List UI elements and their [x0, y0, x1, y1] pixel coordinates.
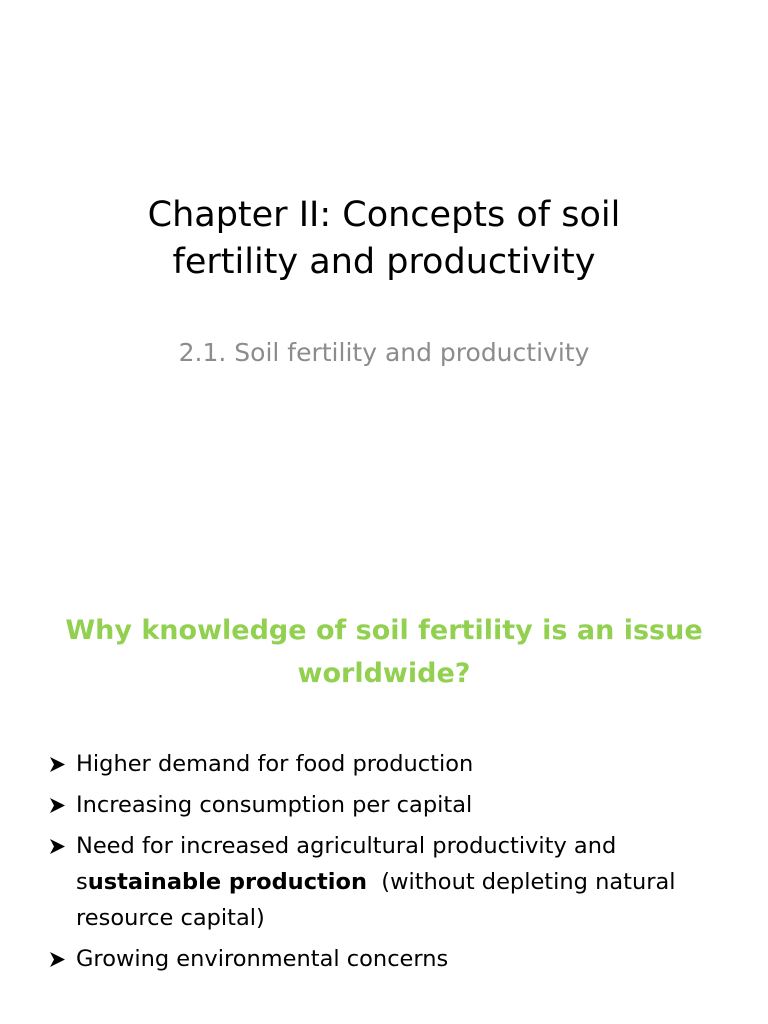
- reasons-list: [48, 746, 738, 982]
- list-item-text: Higher demand for food production: [76, 751, 474, 777]
- slide-content: [0, 512, 768, 1024]
- chapter-title-line-2: fertility and productivity: [172, 242, 596, 282]
- list-item: [48, 828, 738, 936]
- arrowhead-bullet-icon: [48, 941, 70, 977]
- chapter-title-line-1: Chapter II: Concepts of soil: [147, 195, 621, 235]
- list-item: [48, 941, 738, 977]
- list-item-text-bold: ustainable production: [87, 869, 367, 895]
- chapter-title: [40, 192, 728, 286]
- list-item: [48, 746, 738, 782]
- list-item-text: Growing environmental concerns: [76, 946, 449, 972]
- list-item-text: [76, 828, 738, 936]
- list-item-text: Increasing consumption per capital: [76, 792, 473, 818]
- list-item-text-start: Need for increased agricultural productivity and s: [76, 833, 617, 895]
- arrowhead-bullet-icon: [48, 746, 70, 782]
- question-heading: [40, 609, 728, 695]
- list-item: [48, 787, 738, 823]
- list-item-text-end: (without depleting natural resource capital): [76, 869, 683, 931]
- arrowhead-bullet-icon: [48, 828, 70, 864]
- section-subtitle: 2.1. Soil fertility and productivity: [178, 338, 590, 367]
- question-line-2: worldwide?: [297, 658, 471, 689]
- arrowhead-bullet-icon: [48, 787, 70, 823]
- question-line-1: Why knowledge of soil fertility is an issue: [65, 615, 703, 646]
